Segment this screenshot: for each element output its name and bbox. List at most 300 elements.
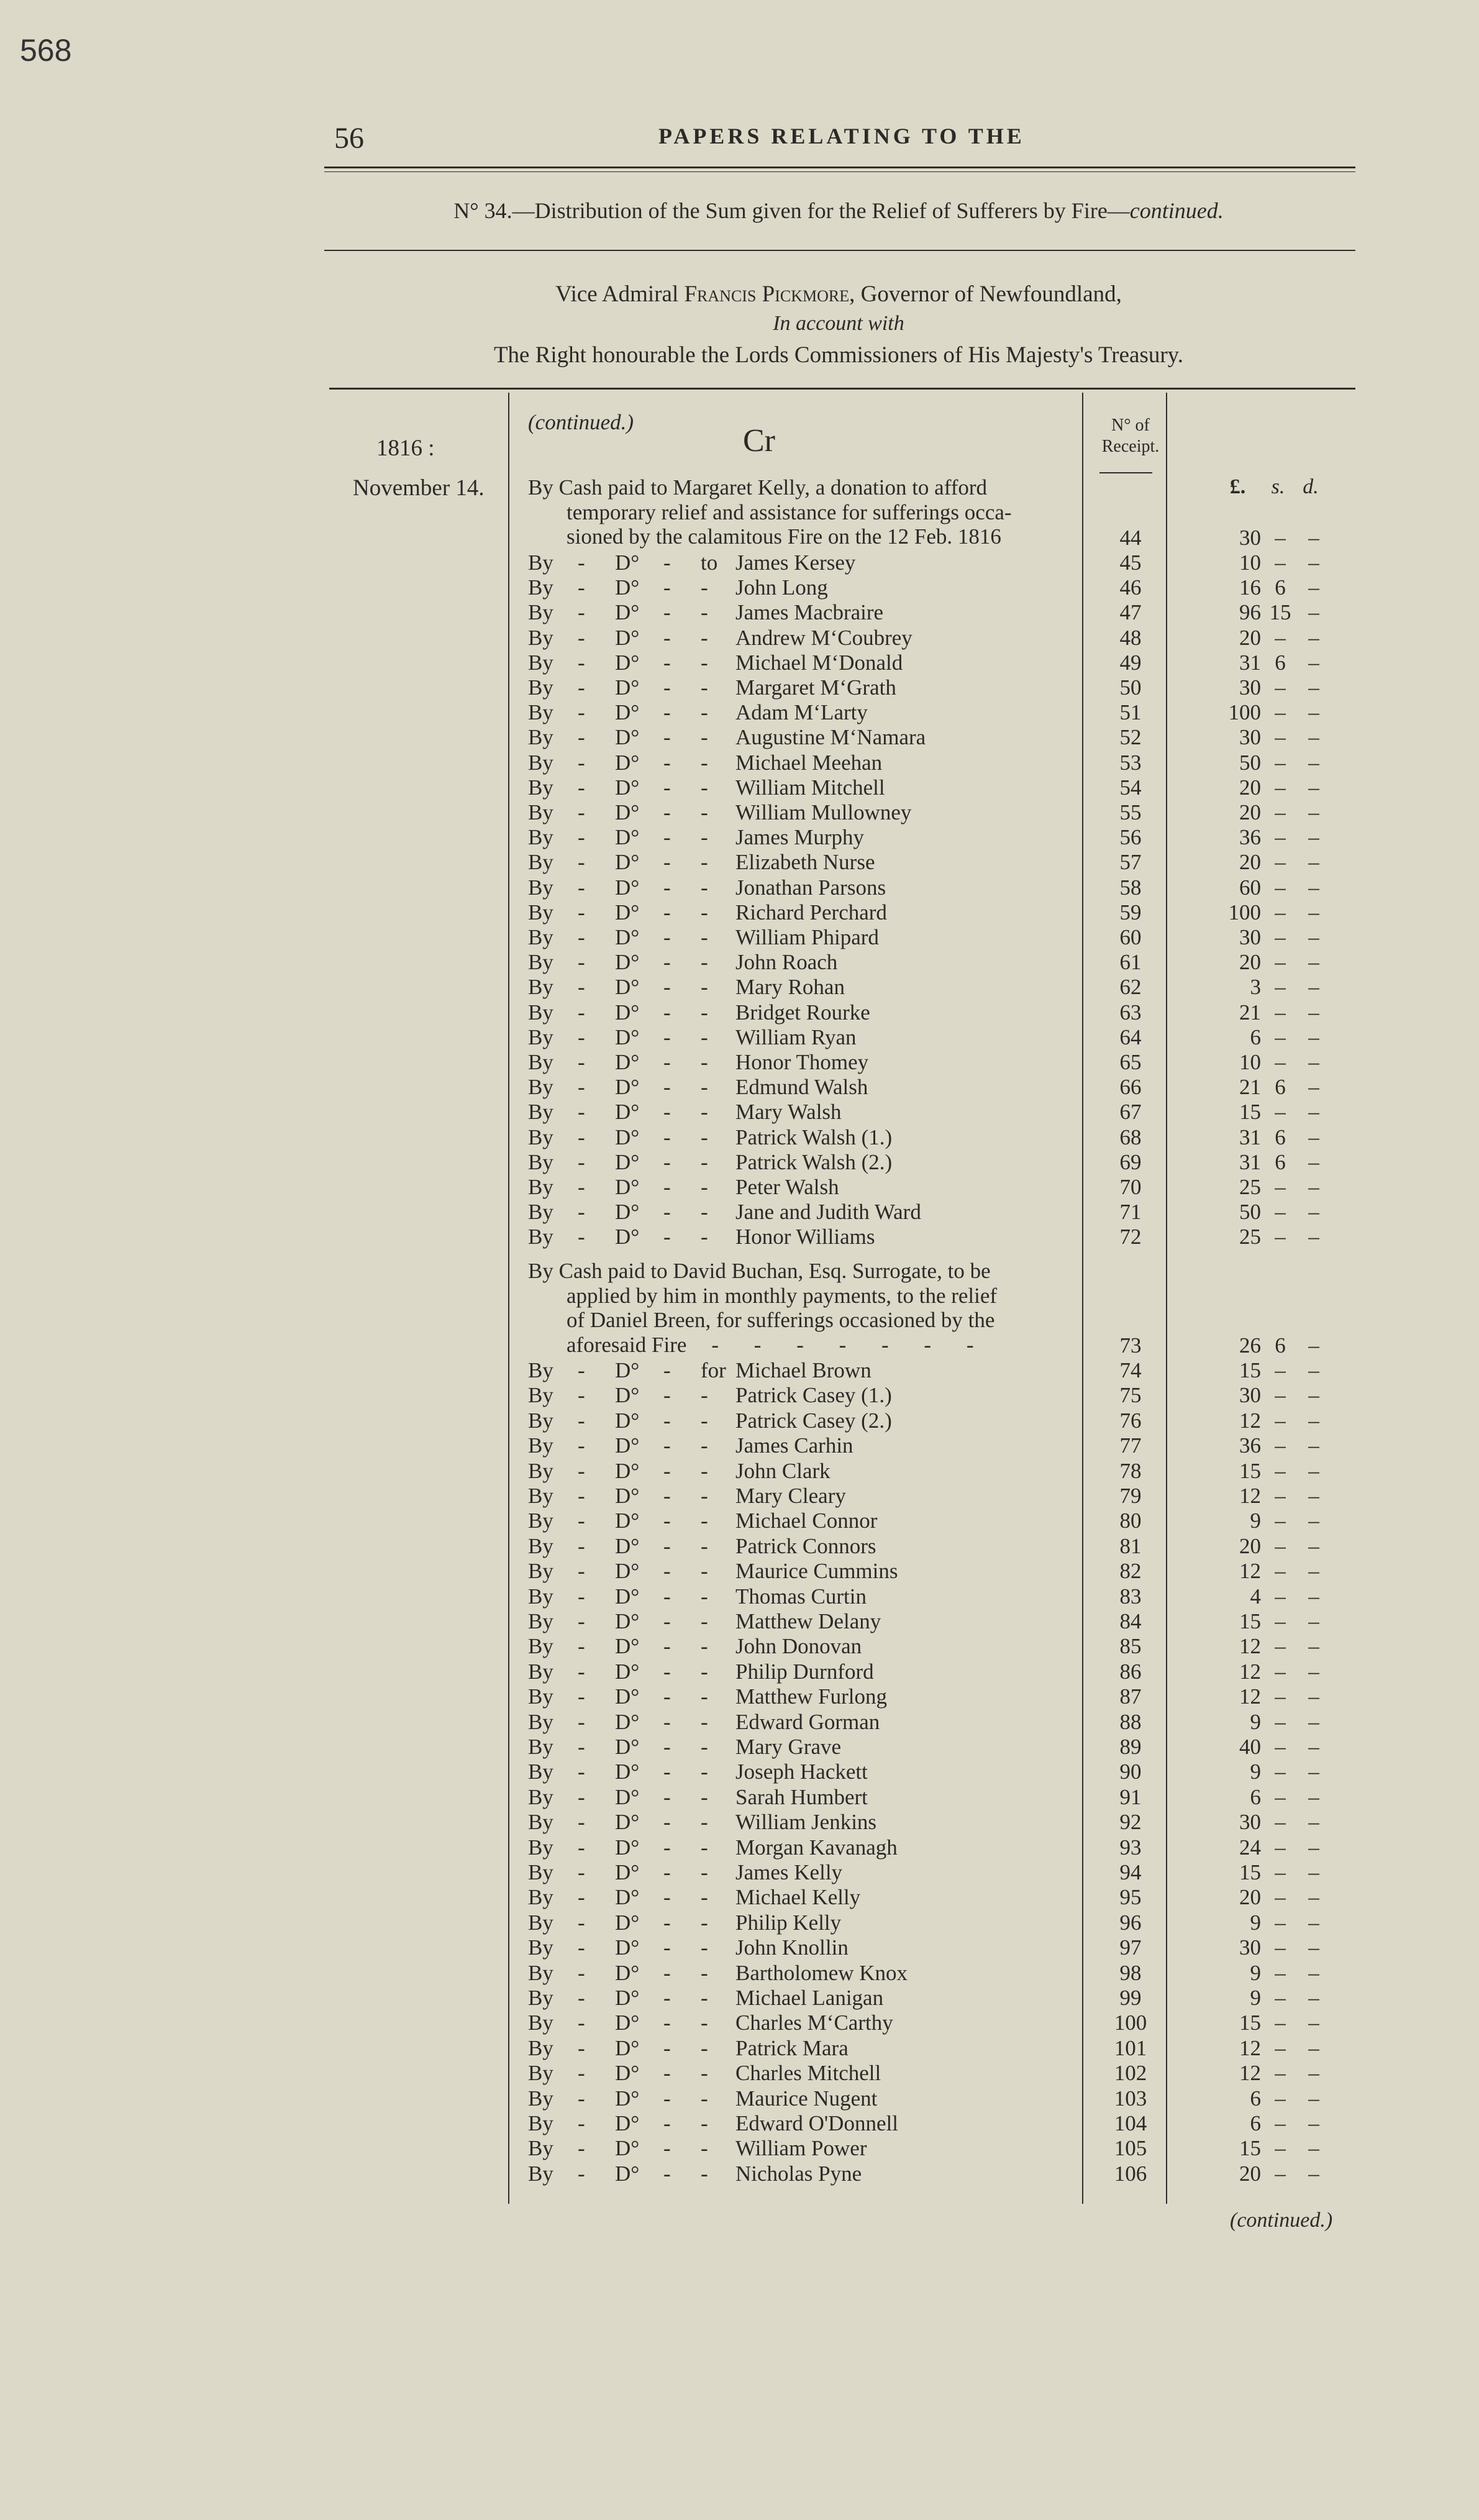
row-ditto: D° — [615, 725, 640, 750]
row-dash: - — [578, 675, 585, 700]
amount-shillings: – — [1275, 850, 1286, 875]
amount-pence: – — [1308, 875, 1319, 900]
row-dash: - — [663, 2061, 671, 2086]
receipt-number: 73 — [1119, 1333, 1142, 1358]
ledger-row — [0, 1383, 1479, 1408]
continued-label-bottom: (continued.) — [1230, 2209, 1333, 2232]
row-ditto: D° — [615, 2161, 640, 2186]
amount-pounds: 31 — [1239, 1149, 1261, 1174]
amount-pence: – — [1308, 526, 1319, 550]
receipt-number: 67 — [1119, 1100, 1142, 1125]
row-dash: - — [578, 1835, 585, 1860]
row-dash: - — [578, 2061, 585, 2086]
row-by: By — [528, 1175, 553, 1199]
row-connector: - — [701, 1634, 708, 1659]
amount-pence: – — [1308, 2035, 1319, 2060]
row-dash: - — [578, 1358, 585, 1382]
row-by: By — [528, 1835, 553, 1860]
amount-pounds: 30 — [1239, 526, 1261, 550]
row-dash: - — [578, 1533, 585, 1558]
amount-shillings: – — [1275, 800, 1286, 824]
row-dash: - — [578, 750, 585, 775]
row-name: Matthew Furlong — [735, 1684, 888, 1709]
row-by: By — [528, 1659, 553, 1684]
row-connector: - — [701, 1000, 708, 1025]
receipt-number: 61 — [1119, 950, 1142, 975]
amount-shillings: – — [1275, 1860, 1286, 1884]
row-by: By — [528, 1885, 553, 1910]
amount-shillings: – — [1275, 625, 1286, 650]
row-dash: - — [663, 1100, 671, 1125]
row-dash: - — [663, 1684, 671, 1709]
row-dash: - — [578, 1383, 585, 1408]
amount-shillings: – — [1275, 1559, 1286, 1584]
row-connector: - — [701, 2136, 708, 2161]
amount-shillings: – — [1275, 1960, 1286, 1985]
row-dash: - — [578, 1634, 585, 1659]
row-dash: - — [578, 1559, 585, 1584]
ledger-row — [0, 1810, 1479, 1835]
row-by: By — [528, 575, 553, 600]
row-name: Richard Perchard — [735, 900, 887, 924]
row-connector: - — [701, 1383, 708, 1408]
receipt-number: 89 — [1119, 1735, 1142, 1759]
row-dash: - — [663, 2011, 671, 2035]
row-dash: - — [578, 1684, 585, 1709]
row-ditto: D° — [615, 1025, 640, 1049]
row-dash: - — [578, 1458, 585, 1483]
row-dash: - — [578, 600, 585, 625]
receipt-number: 58 — [1119, 875, 1142, 900]
receipt-number: 91 — [1119, 1784, 1142, 1809]
ledger-row — [0, 1433, 1479, 1458]
amount-pence: – — [1308, 1225, 1319, 1249]
row-dash: - — [578, 1509, 585, 1533]
row-name: John Roach — [735, 950, 838, 975]
ledger-row — [0, 1075, 1479, 1100]
row-dash: - — [663, 900, 671, 924]
amount-pence: – — [1308, 1458, 1319, 1483]
amount-pounds: 40 — [1239, 1735, 1261, 1759]
amount-pounds: 15 — [1239, 2011, 1261, 2035]
entry-line: By Cash paid to David Buchan, Esq. Surrogate, to be — [528, 1259, 991, 1283]
amount-shillings: – — [1275, 1584, 1286, 1609]
heading-number: N° 34. — [453, 198, 512, 223]
row-dash: - — [663, 875, 671, 900]
amount-pence: – — [1308, 1885, 1319, 1910]
heading-rule — [324, 250, 1355, 251]
row-dash: - — [663, 1000, 671, 1025]
amount-pence: – — [1308, 1408, 1319, 1433]
amount-pounds: 30 — [1239, 675, 1261, 700]
row-connector: - — [701, 950, 708, 975]
row-connector: - — [701, 2011, 708, 2035]
ledger-row — [0, 2061, 1479, 2086]
row-name: John Donovan — [735, 1634, 862, 1659]
row-name: Philip Durnford — [735, 1659, 874, 1684]
receipt-number: 96 — [1119, 1910, 1142, 1935]
row-ditto: D° — [615, 1200, 640, 1225]
row-ditto: D° — [615, 1860, 640, 1884]
amount-shillings: – — [1275, 1835, 1286, 1860]
row-name: Patrick Casey (1.) — [735, 1383, 892, 1408]
running-title: PAPERS RELATING TO THE — [658, 124, 1025, 148]
amount-pence: – — [1308, 1100, 1319, 1125]
row-dash: - — [663, 1533, 671, 1558]
row-name: John Clark — [735, 1458, 831, 1483]
row-connector: - — [701, 1200, 708, 1225]
amount-pence: – — [1308, 575, 1319, 600]
amount-pounds: 10 — [1239, 550, 1261, 575]
credit-heading: Cr — [743, 423, 775, 459]
leader-dots: - - - - - - - — [711, 1332, 989, 1357]
row-dash: - — [663, 1634, 671, 1659]
row-ditto: D° — [615, 1609, 640, 1633]
row-name: Michael M‘Donald — [735, 650, 903, 675]
amount-shillings: 15 — [1269, 600, 1291, 625]
row-connector: - — [701, 600, 708, 625]
amount-pence: – — [1308, 1935, 1319, 1960]
page-number: 56 — [334, 122, 364, 155]
account-holder: Francis Pickmore, — [684, 281, 855, 307]
amount-shillings: 6 — [1275, 650, 1286, 675]
receipt-number: 86 — [1119, 1659, 1142, 1684]
amount-pence: – — [1308, 1760, 1319, 1784]
row-by: By — [528, 2061, 553, 2086]
ledger-row — [0, 751, 1479, 775]
row-ditto: D° — [615, 1000, 640, 1025]
row-name: Patrick Casey (2.) — [735, 1408, 892, 1433]
row-dash: - — [578, 2011, 585, 2035]
amount-pounds: 60 — [1239, 875, 1261, 900]
amount-shillings: – — [1275, 1810, 1286, 1835]
row-name: Edward O'Donnell — [735, 2111, 898, 2135]
amount-shillings: – — [1275, 2035, 1286, 2060]
row-by: By — [528, 2161, 553, 2186]
amount-pounds: 6 — [1250, 1025, 1261, 1049]
table-top-rule — [329, 388, 1355, 390]
entry-date: November 14. — [353, 475, 485, 501]
receipt-number: 87 — [1119, 1684, 1142, 1709]
pounds-heading: £. — [1229, 475, 1246, 498]
ledger-row — [0, 1225, 1479, 1249]
row-connector: - — [701, 725, 708, 750]
row-name: James Kersey — [735, 550, 856, 575]
amount-shillings: – — [1275, 1659, 1286, 1684]
row-connector: - — [701, 1050, 708, 1074]
row-name: Edmund Walsh — [735, 1075, 868, 1100]
row-ditto: D° — [615, 1935, 640, 1960]
amount-shillings: – — [1275, 1433, 1286, 1458]
row-ditto: D° — [615, 850, 640, 875]
row-dash: - — [663, 1810, 671, 1835]
row-name: Honor Williams — [735, 1225, 875, 1249]
row-connector: - — [701, 2035, 708, 2060]
row-ditto: D° — [615, 2086, 640, 2111]
row-connector: - — [701, 650, 708, 675]
amount-shillings: – — [1275, 1358, 1286, 1382]
row-by: By — [528, 1860, 553, 1884]
amount-pounds: 30 — [1239, 1383, 1261, 1408]
row-connector: - — [701, 1784, 708, 1809]
amount-pounds: 9 — [1250, 1910, 1261, 1935]
row-dash: - — [578, 1986, 585, 2010]
amount-pence: – — [1308, 1835, 1319, 1860]
row-name: Nicholas Pyne — [735, 2161, 862, 2186]
account-title: Vice Admiral — [555, 281, 685, 307]
account-line-1 — [323, 281, 1354, 308]
row-by: By — [528, 2136, 553, 2161]
amount-pence: – — [1308, 1149, 1319, 1174]
row-name: Margaret M‘Grath — [735, 675, 896, 700]
row-ditto: D° — [615, 650, 640, 675]
row-dash: - — [578, 700, 585, 725]
row-name: Philip Kelly — [735, 1910, 842, 1935]
ledger-row — [0, 1835, 1479, 1860]
amount-shillings: – — [1275, 2136, 1286, 2161]
row-dash: - — [663, 2161, 671, 2186]
row-by: By — [528, 875, 553, 900]
amount-shillings: – — [1275, 2161, 1286, 2186]
account-office: Governor of Newfoundland, — [855, 281, 1122, 307]
row-name: John Long — [735, 575, 828, 600]
amount-pounds: 12 — [1239, 1559, 1261, 1584]
row-dash: - — [663, 750, 671, 775]
ledger-row — [0, 1150, 1479, 1175]
row-ditto: D° — [615, 1760, 640, 1784]
row-dash: - — [663, 550, 671, 575]
row-by: By — [528, 2035, 553, 2060]
amount-shillings: – — [1275, 725, 1286, 750]
row-by: By — [528, 925, 553, 949]
amount-pounds: 24 — [1239, 1835, 1261, 1860]
amount-pounds: 15 — [1239, 2136, 1261, 2161]
row-ditto: D° — [615, 1458, 640, 1483]
row-dash: - — [578, 1025, 585, 1049]
amount-shillings: – — [1275, 550, 1286, 575]
receipt-head-rule — [1099, 472, 1152, 473]
receipt-number: 66 — [1119, 1075, 1142, 1100]
amount-pounds: 9 — [1250, 1709, 1261, 1734]
row-name: Patrick Mara — [735, 2035, 849, 2060]
amount-pounds: 30 — [1239, 1935, 1261, 1960]
row-name: Jonathan Parsons — [735, 875, 886, 900]
row-connector: - — [701, 1684, 708, 1709]
ledger-row — [0, 600, 1479, 625]
row-by: By — [528, 1935, 553, 1960]
amount-pence: – — [1308, 1960, 1319, 1985]
row-connector: - — [701, 975, 708, 1000]
amount-pence: – — [1308, 1584, 1319, 1609]
row-dash: - — [663, 950, 671, 975]
receipt-number: 54 — [1119, 775, 1142, 800]
ledger-row — [0, 1584, 1479, 1609]
receipt-number: 57 — [1119, 850, 1142, 875]
ledger-row — [0, 2086, 1479, 2111]
receipt-heading — [1084, 415, 1177, 457]
row-ditto: D° — [615, 975, 640, 1000]
amount-shillings: – — [1275, 2061, 1286, 2086]
row-ditto: D° — [615, 1910, 640, 1935]
ledger-row — [0, 575, 1479, 600]
amount-pence: – — [1308, 675, 1319, 700]
row-ditto: D° — [615, 750, 640, 775]
receipt-number: 82 — [1119, 1559, 1142, 1584]
amount-pounds: 20 — [1239, 950, 1261, 975]
receipt-number: 76 — [1119, 1408, 1142, 1433]
row-ditto: D° — [615, 700, 640, 725]
amount-pence: – — [1308, 975, 1319, 1000]
amount-shillings: 6 — [1275, 1075, 1286, 1100]
amount-pounds: 20 — [1239, 850, 1261, 875]
row-connector: - — [701, 825, 708, 850]
receipt-number: 92 — [1119, 1810, 1142, 1835]
ledger-row — [0, 1961, 1479, 1986]
row-dash: - — [663, 2035, 671, 2060]
ledger-row — [0, 675, 1479, 700]
row-dash: - — [663, 1659, 671, 1684]
row-ditto: D° — [615, 775, 640, 800]
ledger-row — [0, 800, 1479, 825]
row-by: By — [528, 1810, 553, 1835]
row-ditto: D° — [615, 1784, 640, 1809]
row-dash: - — [663, 675, 671, 700]
row-by: By — [528, 1910, 553, 1935]
amount-pence: – — [1308, 1125, 1319, 1149]
receipt-number: 64 — [1119, 1025, 1142, 1049]
row-name: Patrick Walsh (1.) — [735, 1125, 893, 1149]
row-name: William Power — [735, 2136, 867, 2161]
receipt-number: 45 — [1119, 550, 1142, 575]
row-ditto: D° — [615, 1559, 640, 1584]
row-dash: - — [663, 1225, 671, 1249]
row-by: By — [528, 1458, 553, 1483]
amount-pence: – — [1308, 750, 1319, 775]
receipt-number: 65 — [1119, 1050, 1142, 1074]
row-dash: - — [663, 1484, 671, 1508]
row-dash: - — [663, 1200, 671, 1225]
account-line-2: In account with — [773, 312, 904, 335]
header-rule-thin — [324, 171, 1355, 172]
row-by: By — [528, 625, 553, 650]
row-dash: - — [578, 550, 585, 575]
row-connector: - — [701, 1125, 708, 1149]
amount-pence: – — [1308, 700, 1319, 725]
row-name: Patrick Connors — [735, 1533, 876, 1558]
ledger-row — [0, 700, 1479, 725]
amount-pounds: 16 — [1239, 575, 1261, 600]
amount-pounds: 20 — [1239, 1533, 1261, 1558]
entry-line: By Cash paid to Margaret Kelly, a donation to afford — [528, 475, 988, 500]
row-dash: - — [663, 1960, 671, 1985]
receipt-number: 103 — [1114, 2086, 1147, 2111]
receipt-number: 62 — [1119, 975, 1142, 1000]
amount-pounds: 12 — [1239, 1634, 1261, 1659]
amount-pence: – — [1308, 650, 1319, 675]
entry-amount-buchan — [0, 1333, 1479, 1358]
amount-shillings: – — [1275, 750, 1286, 775]
row-dash: - — [663, 1835, 671, 1860]
row-connector: - — [701, 1810, 708, 1835]
row-ditto: D° — [615, 1408, 640, 1433]
row-by: By — [528, 1735, 553, 1759]
row-dash: - — [578, 1050, 585, 1074]
heading-text: —Distribution of the Sum given for the Relief of Sufferers by Fire— — [512, 198, 1130, 223]
amount-pence: – — [1308, 625, 1319, 650]
row-connector: - — [701, 750, 708, 775]
row-connector: - — [701, 1175, 708, 1199]
row-by: By — [528, 1075, 553, 1100]
amount-pounds: 6 — [1250, 2111, 1261, 2135]
row-ditto: D° — [615, 1125, 640, 1149]
row-connector: - — [701, 1960, 708, 1985]
row-name: Michael Brown — [735, 1358, 871, 1382]
row-dash: - — [663, 1784, 671, 1809]
amount-shillings: – — [1275, 1100, 1286, 1125]
row-ditto: D° — [615, 1100, 640, 1125]
amount-pounds: 31 — [1239, 650, 1261, 675]
row-connector: - — [701, 850, 708, 875]
row-connector: - — [701, 1584, 708, 1609]
receipt-heading-line2: Receipt. — [1101, 437, 1160, 456]
ledger-row — [0, 1559, 1479, 1584]
amount-pence: – — [1308, 2111, 1319, 2135]
row-dash: - — [578, 925, 585, 949]
amount-shillings: – — [1275, 1025, 1286, 1049]
row-by: By — [528, 1000, 553, 1025]
row-dash: - — [663, 600, 671, 625]
amount-pence: – — [1308, 1709, 1319, 1734]
amount-pounds: 12 — [1239, 2061, 1261, 2086]
ledger-row — [0, 925, 1479, 950]
amount-shillings: – — [1275, 925, 1286, 949]
row-name: Edward Gorman — [735, 1709, 880, 1734]
row-dash: - — [663, 800, 671, 824]
amount-shillings: – — [1275, 1634, 1286, 1659]
row-by: By — [528, 1509, 553, 1533]
receipt-number: 68 — [1119, 1125, 1142, 1149]
row-dash: - — [578, 575, 585, 600]
amount-shillings: – — [1275, 1684, 1286, 1709]
amount-pounds: 6 — [1250, 2086, 1261, 2111]
amount-shillings: 6 — [1275, 1149, 1286, 1174]
money-heading — [1214, 475, 1326, 499]
amount-pence: – — [1308, 1784, 1319, 1809]
ledger-row — [0, 1175, 1479, 1200]
row-dash: - — [578, 950, 585, 975]
receipt-number: 75 — [1119, 1383, 1142, 1408]
ledger-row — [0, 550, 1479, 575]
row-name: James Carhin — [735, 1433, 853, 1458]
ledger-row — [0, 825, 1479, 850]
row-connector: - — [701, 625, 708, 650]
row-by: By — [528, 1383, 553, 1408]
row-dash: - — [663, 975, 671, 1000]
row-by: By — [528, 1025, 553, 1049]
row-by: By — [528, 2111, 553, 2135]
row-connector: - — [701, 2086, 708, 2111]
amount-pence: – — [1308, 1000, 1319, 1025]
receipt-number: 100 — [1114, 2011, 1147, 2035]
row-by: By — [528, 1986, 553, 2010]
row-ditto: D° — [615, 1433, 640, 1458]
row-name: Adam M‘Larty — [735, 700, 868, 725]
receipt-number: 97 — [1119, 1935, 1142, 1960]
row-dash: - — [663, 1408, 671, 1433]
row-ditto: D° — [615, 1735, 640, 1759]
ledger-row — [0, 1408, 1479, 1433]
row-dash: - — [578, 1149, 585, 1174]
